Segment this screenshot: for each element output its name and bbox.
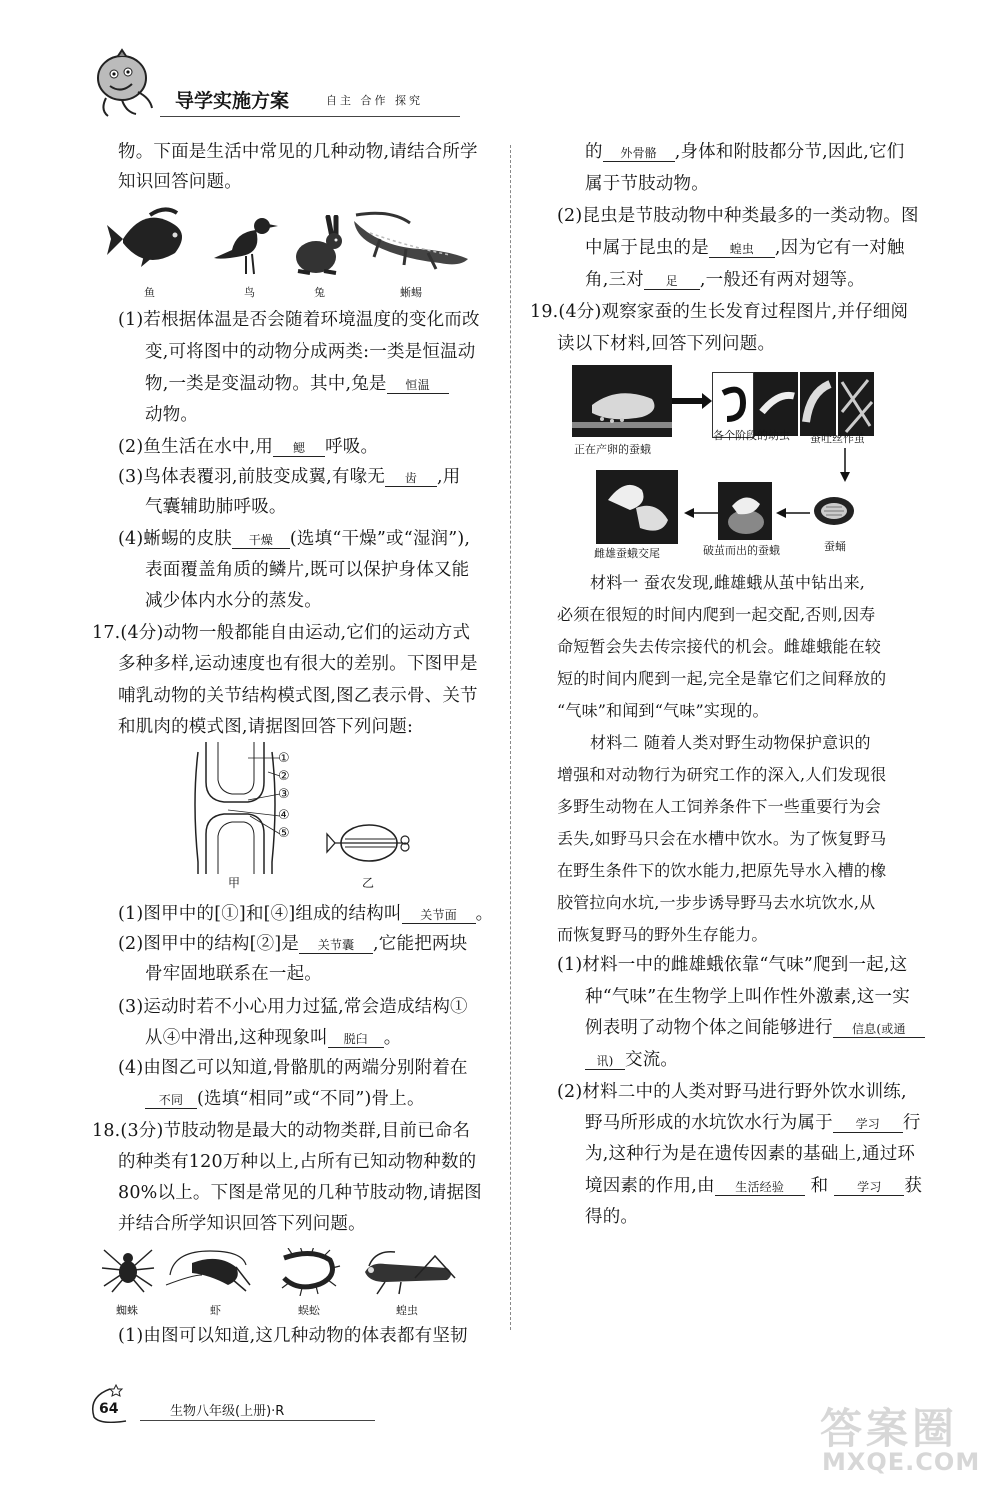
bone-muscle-diagram [325, 822, 415, 864]
q16-3-text: 气囊辅助肺呼吸。 [145, 497, 287, 517]
q18-stem: 18.(3分)节肢动物是最大的动物类群,目前已命名 [92, 1121, 471, 1141]
arrow-icon [776, 504, 810, 516]
bird-image [212, 212, 280, 278]
silkmoth-laying-photo [572, 365, 672, 437]
page-number-ornament [86, 1383, 156, 1423]
q19-1-text: 讯) 交流。 [585, 1046, 678, 1075]
joint-label: ③ [278, 787, 290, 802]
silkworm-larva-photo [800, 372, 836, 436]
q19-2-text: (2)材料二中的人类对野马进行野外饮水训练, [557, 1082, 907, 1102]
joint-label: ② [278, 769, 290, 784]
arthropod-caption: 蜘蛛 [116, 1304, 138, 1317]
silk-caption: 正在产卵的蚕蛾 [574, 443, 651, 456]
arrow-icon [838, 448, 852, 482]
header-rule [160, 116, 460, 117]
arrow-icon [672, 393, 712, 409]
q17-stem: 哺乳动物的关节结构模式图,图乙表示骨、关节 [118, 686, 478, 706]
intro-line: 物。下面是生活中常见的几种动物,请结合所学 [118, 142, 478, 162]
q18-1-text: (1)由图可以知道,这几种动物的体表都有坚韧 [118, 1326, 468, 1346]
q17-3-text: 从④中滑出,这种现象叫 脱臼 。 [145, 1028, 402, 1048]
figure-label-a: 甲 [228, 876, 241, 890]
answer-blank: 脱臼 [328, 1031, 384, 1048]
silkmoth-mating-photo [596, 470, 678, 544]
page-number: 64 [99, 1401, 119, 1417]
material-two-text: 胶管拉向水坑,一步步诱导野马去水坑饮水,从 [557, 893, 876, 912]
q19-2-text: 野马所形成的水坑饮水行为属于 学习 行 [585, 1113, 921, 1133]
q16-4-text: 表面覆盖角质的鳞片,既可以保护身体又能 [145, 560, 470, 580]
q17-stem: 17.(4分)动物一般都能自由运动,它们的运动方式 [92, 623, 471, 643]
q17-3-text: (3)运动时若不小心用力过猛,常会造成结构① [118, 997, 468, 1017]
fish-image [105, 205, 200, 273]
material-one-text: 短的时间内爬到一起,完全是靠它们之间释放的 [557, 669, 887, 688]
material-two-text: 在野生条件下的饮水能力,把原先导水入槽的橡 [557, 861, 887, 880]
q16-4-text: (4)蜥蜴的皮肤 干燥 (选填“干燥”或“湿润”), [118, 529, 471, 549]
answer-blank: 信息(或通 [833, 1021, 925, 1038]
figure-label-b: 乙 [362, 876, 375, 890]
q19-2-text: 境因素的作用,由 生活经验 和 学习 获 [585, 1176, 923, 1196]
q16-1-text: 变,可将图中的动物分成两类:一类是恒温动 [145, 342, 476, 362]
q17-4-text: 不同 (选填“相同”或“不同”)骨上。 [145, 1085, 425, 1114]
watermark-logo: 答案圈 [820, 1404, 959, 1453]
silk-caption: 蚕吐丝作茧 [810, 432, 865, 445]
locust-image [355, 1250, 463, 1296]
header-subtitle: 自主 合作 探究 [326, 94, 423, 107]
material-two-text: 而恢复野马的野外生存能力。 [557, 925, 768, 944]
answer-blank: 足 [644, 273, 700, 290]
q17-2-text: (2)图甲中的结构[②]是 关节囊 ,它能把两块 [118, 934, 468, 954]
column-divider [510, 145, 511, 1330]
animal-caption: 兔 [314, 286, 325, 299]
q19-1-text: (1)材料一中的雌雄蛾依靠“气味”爬到一起,这 [557, 955, 908, 975]
silkmoth-emerging-photo [718, 482, 772, 540]
q18-2-text: 中属于昆虫的是 蝗虫 ,因为它有一对触 [585, 238, 905, 258]
q16-2-text: (2)鱼生活在水中,用 鳃 呼吸。 [118, 437, 379, 457]
material-two-text: 材料二 随着人类对野生动物保护意识的 [590, 733, 871, 752]
answer-blank: 学习 [833, 1116, 903, 1133]
silk-caption: 雌雄蚕蛾交尾 [594, 547, 660, 560]
q19-1-text: 例表明了动物个体之间能够进行 信息(或通 [585, 1014, 925, 1043]
q17-2-text: 骨牢固地联系在一起。 [145, 964, 322, 984]
arthropod-caption: 蜈蚣 [298, 1304, 320, 1317]
q18-stem: 并结合所学知识回答下列问题。 [118, 1214, 366, 1234]
q16-3-text: (3)鸟体表覆羽,前肢变成翼,有喙无 齿 ,用 [118, 467, 461, 487]
material-one-text: 必须在很短的时间内爬到一起交配,否则,因寿 [557, 605, 876, 624]
footer-rule [140, 1420, 375, 1421]
answer-blank: 关节面 [402, 907, 476, 924]
arthropod-caption: 蝗虫 [396, 1304, 418, 1317]
answer-blank: 关节囊 [299, 937, 373, 954]
q19-stem: 19.(4分)观察家蚕的生长发育过程图片,并仔细阅 [530, 302, 909, 322]
animal-caption: 蜥蜴 [400, 286, 422, 299]
q17-stem: 和肌肉的模式图,请据图回答下列问题: [118, 717, 414, 737]
header-title: 导学实施方案 [175, 90, 290, 112]
answer-blank: 不同 [145, 1092, 197, 1109]
q18-1-continued: 的 外骨骼 ,身体和附肢都分节,因此,它们 [585, 142, 905, 162]
watermark-url: MXQE.COM [822, 1448, 981, 1476]
material-one-text: 命短暂会失去传宗接代的机会。雌雄蛾能在较 [557, 637, 882, 656]
spider-image [100, 1242, 156, 1294]
q16-1-text: 动物。 [145, 405, 199, 425]
silk-caption: 破茧而出的蚕蛾 [703, 544, 780, 557]
q17-1-text: (1)图甲中的[①]和[④]组成的结构叫 关节面 。 [118, 904, 494, 924]
answer-blank: 讯) [585, 1053, 625, 1070]
answer-blank: 齿 [385, 470, 437, 487]
joint-label: ① [278, 751, 290, 766]
intro-line: 知识回答问题。 [118, 172, 242, 192]
material-two-text: 丢失,如野马只会在水槽中饮水。为了恢复野马 [557, 829, 887, 848]
material-one-text: 材料一 蚕农发现,雌雄蛾从茧中钻出来, [590, 573, 866, 592]
answer-blank: 生活经验 [715, 1179, 805, 1196]
silkworm-spinning-photo [838, 372, 874, 436]
lizard-image [350, 207, 475, 277]
q16-1-text: (1)若根据体温是否会随着环境温度的变化而改 [118, 310, 480, 330]
joint-label: ④ [278, 808, 290, 823]
answer-blank: 蝗虫 [709, 241, 775, 258]
q19-2-text: 得的。 [585, 1207, 639, 1227]
mascot-logo [92, 48, 158, 120]
arrow-icon [684, 504, 718, 516]
centipede-image [272, 1248, 342, 1296]
joint-label: ⑤ [278, 826, 290, 841]
book-title: 生物八年级(上册)·R [170, 1404, 285, 1419]
silkworm-pupa-photo [810, 487, 858, 535]
q17-stem: 多种多样,运动速度也有很大的差别。下图甲是 [118, 654, 478, 674]
material-two-text: 多野生动物在人工饲养条件下一些重要行为会 [557, 797, 882, 816]
material-one-text: “气味”和闻到“气味”实现的。 [557, 701, 769, 720]
q19-1-text: 种“气味”在生物学上叫作性外激素,这一实 [585, 987, 910, 1007]
silk-caption: 各个阶段的幼虫 [713, 429, 790, 442]
rabbit-image [290, 215, 350, 277]
answer-blank: 鳃 [273, 440, 325, 457]
answer-blank: 恒温 [387, 377, 449, 394]
answer-blank: 外骨骼 [603, 145, 675, 162]
q16-1-text: 物,一类是变温动物。其中,兔是 恒温 [145, 370, 449, 399]
q18-1-continued: 属于节肢动物。 [585, 174, 709, 194]
shrimp-image [162, 1245, 254, 1295]
q16-4-text: 减少体内水分的蒸发。 [145, 591, 322, 611]
q18-stem: 的种类有120万种以上,占所有已知动物种数的 [118, 1152, 477, 1172]
arthropod-caption: 虾 [210, 1304, 221, 1317]
material-two-text: 增强和对动物行为研究工作的深入,人们发现很 [557, 765, 887, 784]
answer-blank: 学习 [834, 1179, 904, 1196]
animal-caption: 鱼 [144, 286, 155, 299]
q18-stem: 80%以上。下图是常见的几种节肢动物,请据图 [118, 1183, 482, 1203]
silk-caption: 蚕蛹 [824, 540, 846, 553]
q18-2-text: 角,三对 足 ,一般还有两对翅等。 [585, 270, 865, 290]
answer-blank: 干燥 [232, 532, 290, 549]
q17-4-text: (4)由图乙可以知道,骨骼肌的两端分别附着在 [118, 1058, 468, 1078]
q19-stem: 读以下材料,回答下列问题。 [557, 334, 776, 354]
q19-2-text: 为,这种行为是在遗传因素的基础上,通过环 [585, 1144, 916, 1164]
q18-2-text: (2)昆虫是节肢动物中种类最多的一类动物。图 [557, 206, 919, 226]
animal-caption: 鸟 [244, 286, 255, 299]
